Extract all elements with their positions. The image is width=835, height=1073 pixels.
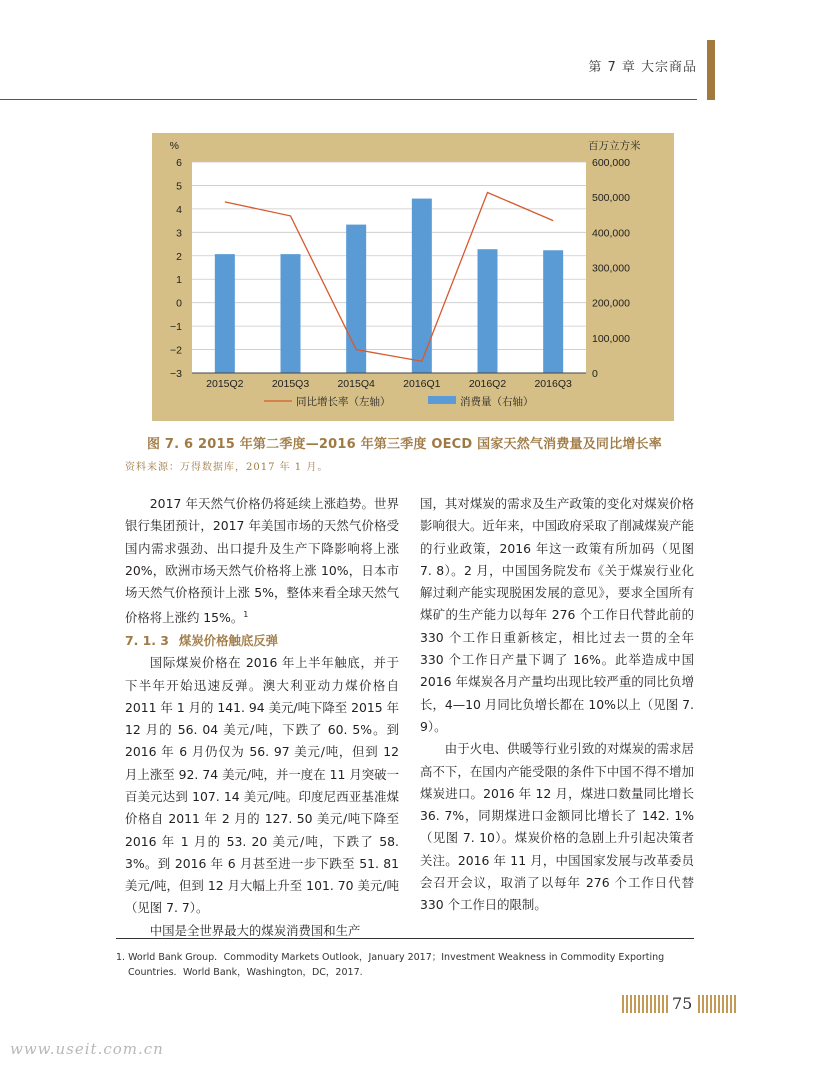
chapter-tab-marker [707,40,715,100]
consumption-bar [478,249,498,373]
consumption-bar [412,199,432,373]
footnote-rule [116,938,694,939]
left-tick-label: 3 [176,227,182,240]
consumption-bar [543,250,563,373]
legend-bar-swatch [428,396,456,404]
left-column [125,493,399,942]
left-tick-label: 2 [176,250,182,263]
right-tick-label: 400,000 [592,227,630,240]
left-tick-label: −1 [170,321,182,334]
paragraph-coal-imports: 由于火电、供暖等行业引致的对煤炭的需求居高不下，在国内产能受限的条件下中国不得不增加煤炭进口。2016 年 12 月，煤进口数量同比增长 36. 7%，同期煤进口金额同比增长了 142. 1%（见图 7. 10）。煤炭价格的急剧上升引起决策者关注。2016 年 11 月，中国国家发展与改革委员会召开会议，取消了以每年 276 个工作日代替 330 个工作日的限制。 [420,741,694,913]
figure-caption: 图 7. 6 2015 年第二季度—2016 年第三季度 OECD 国家天然气消费量及同比增长率 [147,437,662,452]
page-number-ornament-right [698,995,738,1013]
paragraph-china-coal-start: 中国是全世界最大的煤炭消费国和生产 [149,922,361,938]
page-number-ornament-left [622,995,670,1013]
left-tick-label: 5 [176,180,182,193]
consumption-bar [281,254,301,373]
paragraph-gas-outlook: 2017 年天然气价格仍将延续上涨趋势。世界银行集团预计，2017 年美国市场的天然气价格受国内需求强劲、出口提升及生产下降影响将上涨 20%，欧洲市场天然气价格将上涨 10%，日本市场天然气价格预计上涨 5%，整体来看全球天然气价格将上涨约 15%。$^1$ [125,496,399,626]
gas-consumption-chart [152,133,674,421]
x-tick-label: 2015Q4 [337,378,375,390]
plot-area [192,162,586,373]
left-tick-label: −3 [170,368,182,380]
paragraph-china-coal-cont: 国，其对煤炭的需求及生产政策的变化对煤炭价格影响很大。近年来，中国政府采取了削减煤炭产能的行业政策，2016 年这一政策有所加码（见图 7. 8）。2 月，中国国务院发布《关于煤炭行业化解过剩产能实现脱困发展的意见》，要求全国所有煤矿的生产能力以每年 276 个工作日代替此前的 330 个工作日重新核定，相比过去一贯的全年 330 个工作日产量下调了 16%。此举造成中国 2016 年煤炭各月产量均出现比较严重的同比负增长，4—10 月同比负增长都在 10%以上（见图 7. 9）。 [420,496,694,734]
x-tick-label: 2016Q3 [534,378,572,390]
left-tick-label: 1 [176,274,182,287]
page-number: 75 [672,994,693,1013]
right-tick-label: 0 [592,368,598,380]
running-header: 第 7 章 大宗商品 [588,60,697,75]
consumption-bar [215,254,235,373]
footnote: 1. World Bank Group．Commodity Markets Outlook，January 2017；Investment Weakness in Commodity Exporting Countries．World Bank，Washington，DC，2017. [116,952,665,978]
x-tick-label: 2015Q3 [271,378,310,390]
paragraph-coal-prices: 国际煤炭价格在 2016 年上半年触底，并于下半年开始迅速反弹。澳大利亚动力煤价格自 2011 年 1 月的 141. 94 美元/吨下降至 2015 年 12 月的 56. 04 美元/吨，下跌了 60. 5%。到 2016 年 6 月仍仅为 56. 97 美元/吨，但到 12 月上涨至 92. 74 美元/吨，并一度在 11 月突破一百美元达到 107. 14 美元/吨。印度尼西亚基准煤价格自 2011 年 2 月的 127. 50 美元/吨下降至 2016 年 1 月的 53. 20 美元/吨，下跌了 58. 3%。到 2016 年 6 月甚至进一步下跌至 51. 81 美元/吨，但到 12 月大幅上升至 101. 70 美元/吨（见图 7. 7）。 [125,655,399,916]
figure-chart-panel [152,133,674,421]
watermark: www.useit.com.cn [10,1040,164,1058]
left-tick-label: −2 [170,344,182,357]
left-axis-unit: % [169,140,179,152]
left-tick-label: 6 [176,157,182,169]
header-rule [0,99,697,100]
left-tick-label: 0 [176,297,182,310]
legend-label-consumption: 消费量（右轴） [460,396,534,408]
right-tick-label: 600,000 [592,157,630,169]
right-tick-label: 300,000 [592,262,630,275]
x-tick-label: 2016Q1 [403,378,441,390]
right-axis-unit: 百万立方米 [588,140,641,152]
right-tick-label: 100,000 [592,332,630,345]
left-tick-label: 4 [176,203,182,216]
section-heading: 7. 1. 3 煤炭价格触底反弹 [125,632,279,648]
legend-label-growth: 同比增长率（左轴） [296,396,391,408]
footnote-reference: 1 [243,610,249,620]
right-tick-label: 200,000 [592,297,630,310]
x-tick-label: 2016Q2 [468,378,507,390]
right-tick-label: 500,000 [592,192,630,205]
right-column [420,493,694,917]
figure-source: 资料来源：万得数据库，2017 年 1 月。 [125,462,329,473]
x-tick-label: 2015Q2 [206,378,244,390]
